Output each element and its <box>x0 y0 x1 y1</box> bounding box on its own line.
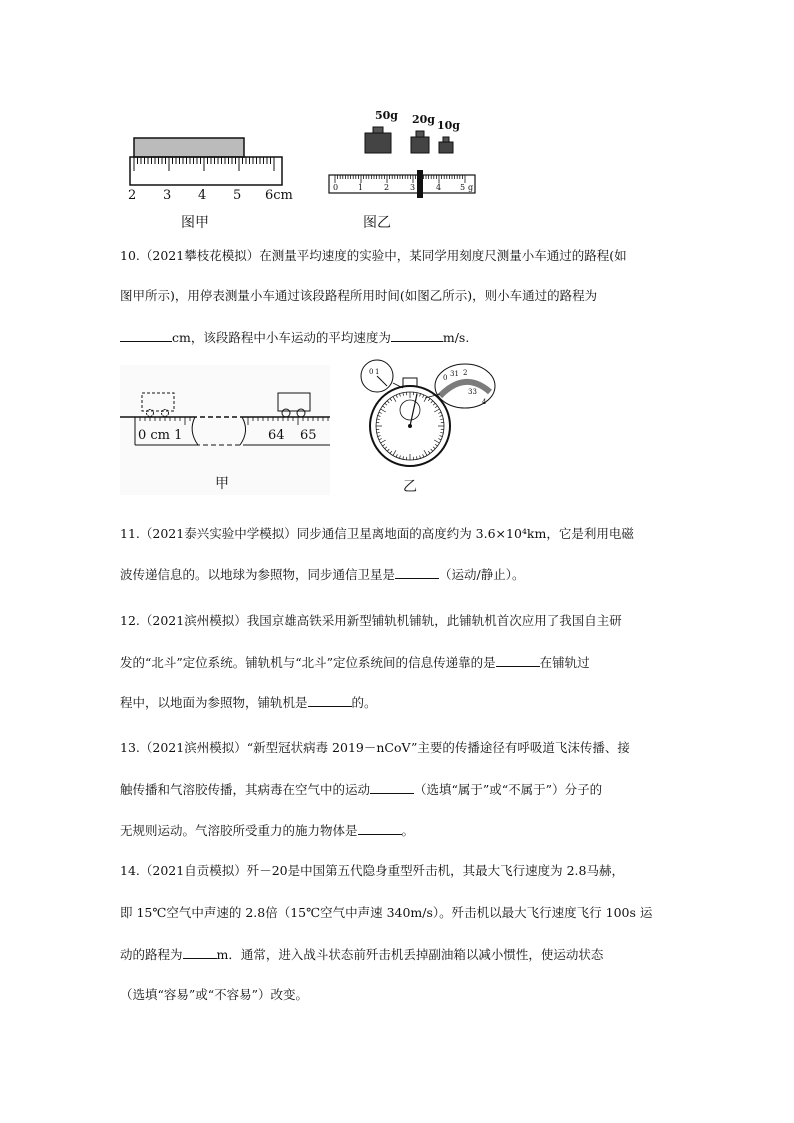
q10-line-2: 图甲所示)，用停表测量小车通过该段路程所用时间(如图乙所示)，则小车通过的路程为 <box>120 288 598 303</box>
small-dial-1: 1 <box>375 368 380 376</box>
figure-caption-yi-mid: 乙 <box>403 479 417 495</box>
answer-blank <box>496 654 540 667</box>
q10-line-3-text: cm，该段路程中小车运动的平均速度为 <box>172 330 391 345</box>
q14-line-1: 14.（2021自贡模拟）歼－20是中国第五代隐身重型歼击机，其最大飞行速度为 2.8马赫， <box>120 863 624 878</box>
q12-line-3-end: 的。 <box>351 695 377 710</box>
q13-line-1: 13.（2021滨州模拟）“新型冠状病毒 2019－nCoV”主要的传播途径有呼吸道飞沫传播、接 <box>120 740 630 755</box>
ruler-left-label: 0 cm 1 <box>138 428 183 443</box>
answer-blank <box>370 781 414 794</box>
answer-blank <box>395 566 439 579</box>
figure-jia-mid <box>120 365 330 495</box>
ruler-number-64: 64 <box>268 428 285 443</box>
q13-line-2-end: （选填“属于”或“不属于”）分子的 <box>414 782 603 797</box>
q11-line-2 <box>120 566 680 583</box>
scale-number: 1 <box>358 183 364 192</box>
ruler-number: 2 <box>128 188 137 203</box>
ruler-number: 4 <box>198 188 207 203</box>
scale-number: 5 <box>460 183 466 192</box>
q13-line-2-text: 触传播和气溶胶传播，其病毒在空气中的运动 <box>120 782 371 797</box>
inset-number-31: 31 <box>450 370 459 378</box>
inset-number-4: 4 <box>482 398 487 406</box>
q13-line-3-end: 。 <box>401 823 415 838</box>
q10-line-3 <box>120 329 680 346</box>
figure-caption-jia-mid: 甲 <box>215 476 229 492</box>
small-dial-0: 0 <box>369 368 374 376</box>
answer-blank <box>308 694 352 707</box>
ruler-number: 5 <box>233 188 242 203</box>
answer-blank <box>358 822 402 835</box>
figure-yi-top <box>325 105 485 230</box>
q12-line-3-text: 程中，以地面为参照物，铺轨机是 <box>120 695 308 710</box>
q10-line-3-unit: m/s. <box>442 330 470 345</box>
answer-blank <box>120 329 172 342</box>
q14-line-4: （选填“容易”或“不容易”）改变。 <box>120 987 309 1002</box>
stopwatch-diagram <box>355 358 505 478</box>
q13-line-3 <box>120 822 680 839</box>
answer-blank <box>183 946 217 959</box>
q14-line-3-text: 动的路程为 <box>120 947 183 962</box>
q12-line-2 <box>120 654 680 671</box>
inset-number-33: 33 <box>468 388 477 396</box>
figure-caption-jia: 图甲 <box>181 215 209 231</box>
q10-line-1: 10.（2021攀枝花模拟）在测量平均速度的实验中，某同学用刻度尺测量小车通过的路程(如 <box>120 248 627 263</box>
scale-number: 3 <box>410 183 416 192</box>
q13-line-2 <box>120 781 680 798</box>
scale-unit: g <box>468 183 474 192</box>
ruler-number: 6cm <box>265 188 293 203</box>
weight-label-50g: 50g <box>375 109 398 122</box>
weight-label-20g: 20g <box>412 113 435 126</box>
q12-line-1: 12.（2021滨州模拟）我国京雄高铁采用新型铺轨机铺轨，此铺轨机首次应用了我国自主研 <box>120 613 622 628</box>
inset-number-2: 2 <box>463 369 468 377</box>
q14-line-3 <box>120 946 680 963</box>
beam-scale-numbers <box>325 183 485 195</box>
ruler-number-labels <box>125 188 293 204</box>
q11-line-1: 11.（2021泰兴实验中学模拟）同步通信卫星离地面的高度约为 3.6×10⁴km，它是利用电磁 <box>120 526 634 541</box>
q12-line-3 <box>120 694 680 711</box>
inset-number-0: 0 <box>443 374 448 382</box>
weight-label-10g: 10g <box>437 119 460 132</box>
q14-line-3-end: m．通常，进入战斗状态前歼击机丢掉副油箱以减小惯性，使运动状态 <box>216 947 604 962</box>
figure-caption-yi: 图乙 <box>363 215 391 231</box>
scale-number: 4 <box>436 183 442 192</box>
q13-line-3-text: 无规则运动。气溶胶所受重力的施力物体是 <box>120 823 358 838</box>
ruler-number-65: 65 <box>300 428 317 443</box>
figure-jia-top <box>125 130 293 231</box>
scale-number: 2 <box>384 183 390 192</box>
answer-blank <box>391 329 443 342</box>
q12-line-2-end: 在铺轨过 <box>539 655 590 670</box>
scale-number: 0 <box>333 183 339 192</box>
q12-line-2-text: 发的“北斗”定位系统。铺轨机与“北斗”定位系统间的信息传递靠的是 <box>120 655 496 670</box>
q11-line-2-end: （运动/静止）。 <box>439 567 525 582</box>
figure-yi-mid <box>355 358 505 498</box>
ruler-number: 3 <box>163 188 172 203</box>
q11-line-2-text: 波传递信息的。以地球为参照物，同步通信卫星是 <box>120 567 396 582</box>
q14-line-2: 即 15℃空气中声速的 2.8倍（15℃空气中声速 340m/s）。歼击机以最大飞行速度飞行 100s 运 <box>120 905 653 920</box>
